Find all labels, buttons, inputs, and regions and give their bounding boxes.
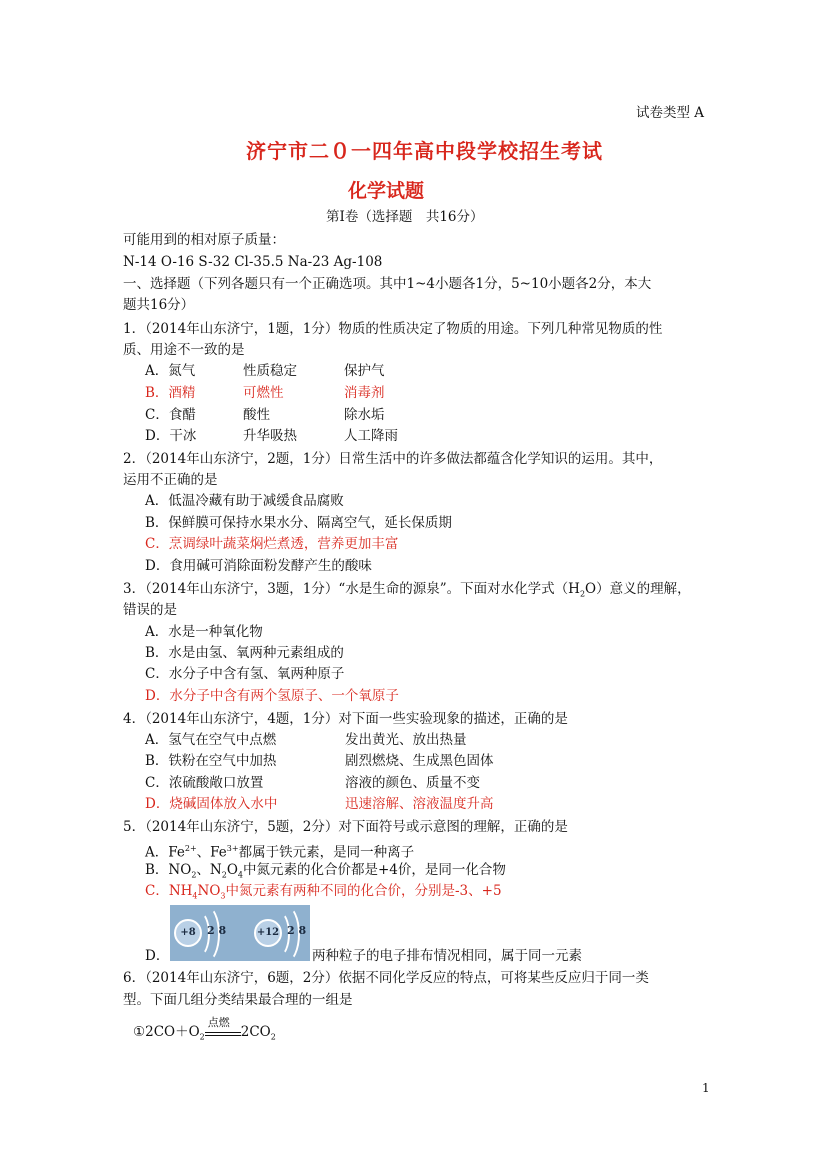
q5-option-d-text: 两种粒子的电子排布情况相同，属于同一元素 (312, 948, 582, 964)
page-number: 1 (702, 1081, 710, 1095)
q1-stem: 1．（2014年山东济宁，1题，1分）物质的性质决定了物质的用途。下列几种常见物质的性 (123, 321, 663, 337)
q1-option-c (145, 405, 385, 426)
q4-option-d (145, 794, 494, 815)
q4-d-phenomenon: 迅速溶解、溶液温度升高 (345, 796, 494, 812)
q2-option-c: C．烹调绿叶蔬菜焖烂煮透，营养更加丰富 (145, 536, 399, 552)
q3-option-a: A．水是一种氧化物 (145, 624, 263, 640)
q6-eq-reactants: ①2CO＋O (133, 1024, 200, 1040)
q6-stem-cont: 型。下面几组分类结果最合理的一组是 (123, 992, 353, 1008)
q6-stem: 6．（2014年山东济宁，6题，2分）依据不同化学反应的特点，可将某些反应归于同一类 (123, 970, 649, 986)
q6-equation (133, 1015, 276, 1048)
q4-b-experiment: B．铁粉在空气中加热 (145, 753, 277, 769)
q1-c-property: 酸性 (243, 407, 270, 423)
q4-option-b (145, 751, 494, 772)
section-instruction-cont: 题共16分） (123, 297, 195, 313)
subject-title: 化学试题 (348, 180, 425, 202)
q5-a-charge: 3+ (226, 844, 239, 853)
q5-b-subscript: 2 (221, 870, 227, 880)
q5-c-subscript: 3 (220, 891, 226, 901)
q3-stem (123, 579, 691, 605)
q5-c-text: 中氮元素有两种不同的化合价，分别是-3、+5 (225, 883, 502, 899)
q4-b-phenomenon: 剧烈燃烧、生成黑色固体 (345, 753, 494, 769)
q1-option-b (145, 383, 385, 404)
q4-stem: 4．（2014年山东济宁，4题，1分）对下面一些实验现象的描述，正确的是 (123, 711, 568, 727)
q1-a-use: 保护气 (344, 363, 385, 379)
q5-a-charge: 2+ (184, 844, 197, 853)
paper-type: 试卷类型 A (636, 105, 705, 121)
q3-subscript: 2 (579, 589, 586, 599)
q5-b-subscript: 2 (191, 870, 197, 880)
q2-stem: 2．（2014年山东济宁，2题，1分）日常生活中的许多做法都蕴含化学知识的运用。其中， (123, 451, 663, 467)
q6-eq-product: 2CO (240, 1024, 271, 1040)
section-instruction: 一、选择题（下列各题只有一个正确选项。其中1~4小题各1分，5~10小题各2分，本大 (123, 276, 652, 292)
q4-a-experiment: A．氢气在空气中点燃 (145, 732, 277, 748)
q2-stem-cont: 运用不正确的是 (123, 472, 218, 488)
q1-a-property: 性质稳定 (243, 363, 297, 379)
q5-a-text: 都属于铁元素，是同一种离子 (238, 844, 415, 861)
q3-option-d: D．水分子中含有两个氢原子、一个氧原子 (145, 688, 399, 704)
q1-c-substance: C．食醋 (145, 407, 196, 423)
q4-d-experiment: D．烧碱固体放入水中 (145, 796, 278, 812)
q1-d-substance: D．干冰 (145, 428, 197, 444)
q3-stem-cont: 错误的是 (123, 602, 177, 618)
q5-b-text: 中氮元素的化合价都是+4价，是同一化合物 (242, 862, 506, 878)
q5-option-c (145, 881, 502, 907)
atom1-nucleus: +8 (174, 919, 202, 947)
q2-option-a: A．低温冷藏有助于减缓食品腐败 (145, 493, 344, 509)
atom1-shells: 2 8 (207, 924, 227, 937)
reaction-arrow (205, 1015, 241, 1042)
q5-c-subscript: 4 (192, 891, 198, 901)
q1-c-use: 除水垢 (344, 407, 385, 423)
reaction-condition: 点燃 (207, 1015, 230, 1029)
q5-a-text: 、Fe (196, 844, 227, 861)
q4-option-c (145, 773, 480, 794)
atom2-shells: 2 8 (287, 924, 307, 937)
atom2-nucleus: +12 (254, 919, 282, 947)
q5-option-d-label: D． (145, 948, 170, 964)
q6-eq-subscript: 2 (270, 1032, 276, 1042)
electron-shell-diagram (170, 905, 310, 961)
q3-option-c: C．水分子中含有氢、氧两种原子 (145, 666, 345, 682)
q5-c-text: NO (197, 883, 221, 899)
q3-option-b: B．水是由氢、氧两种元素组成的 (145, 645, 344, 661)
q1-b-use: 消毒剂 (344, 385, 385, 401)
q2-option-b: B．保鲜膜可保持水果水分、隔离空气，延长保质期 (145, 515, 452, 531)
q1-d-use: 人工降雨 (344, 428, 398, 444)
q5-b-text: O (226, 862, 238, 878)
q1-b-property: 可燃性 (243, 385, 284, 401)
q1-option-a (145, 361, 385, 382)
q1-option-d (145, 426, 398, 447)
q6-eq-subscript: 2 (199, 1032, 205, 1042)
exam-title: 济宁市二０一四年高中段学校招生考试 (246, 139, 603, 163)
q4-c-experiment: C．浓硫酸敞口放置 (145, 775, 264, 791)
q3-stem-part: 3．（2014年山东济宁，3题，1分）“水是生命的源泉”。下面对水化学式（H (123, 581, 580, 597)
q5-a-text: A．Fe (145, 844, 185, 861)
q2-option-d: D．食用碱可消除面粉发酵产生的酸味 (145, 558, 372, 574)
q3-stem-part: O）意义的理解， (585, 581, 691, 597)
q1-a-substance: A．氮气 (145, 363, 196, 379)
q5-b-subscript: 4 (237, 870, 243, 880)
q1-b-substance: B．酒精 (145, 385, 196, 401)
atomic-mass-label: 可能用到的相对原子质量： (123, 232, 285, 248)
q5-b-text: B．NO (145, 862, 192, 878)
q4-c-phenomenon: 溶液的颜色、质量不变 (345, 775, 480, 791)
q1-stem-cont: 质、用途不一致的是 (123, 342, 245, 358)
q4-option-a (145, 730, 467, 751)
atomic-mass-list: N-14 O-16 S-32 Cl-35.5 Na-23 Ag-108 (123, 254, 383, 270)
q5-stem: 5．（2014年山东济宁，5题，2分）对下面符号或示意图的理解，正确的是 (123, 819, 568, 835)
q5-b-text: 、N (196, 862, 222, 878)
part-heading: 第Ⅰ卷（选择题 共16分） (326, 209, 484, 225)
q1-d-property: 升华吸热 (243, 428, 297, 444)
q5-c-text: C．NH (145, 883, 193, 899)
q4-a-phenomenon: 发出黄光、放出热量 (345, 732, 467, 748)
